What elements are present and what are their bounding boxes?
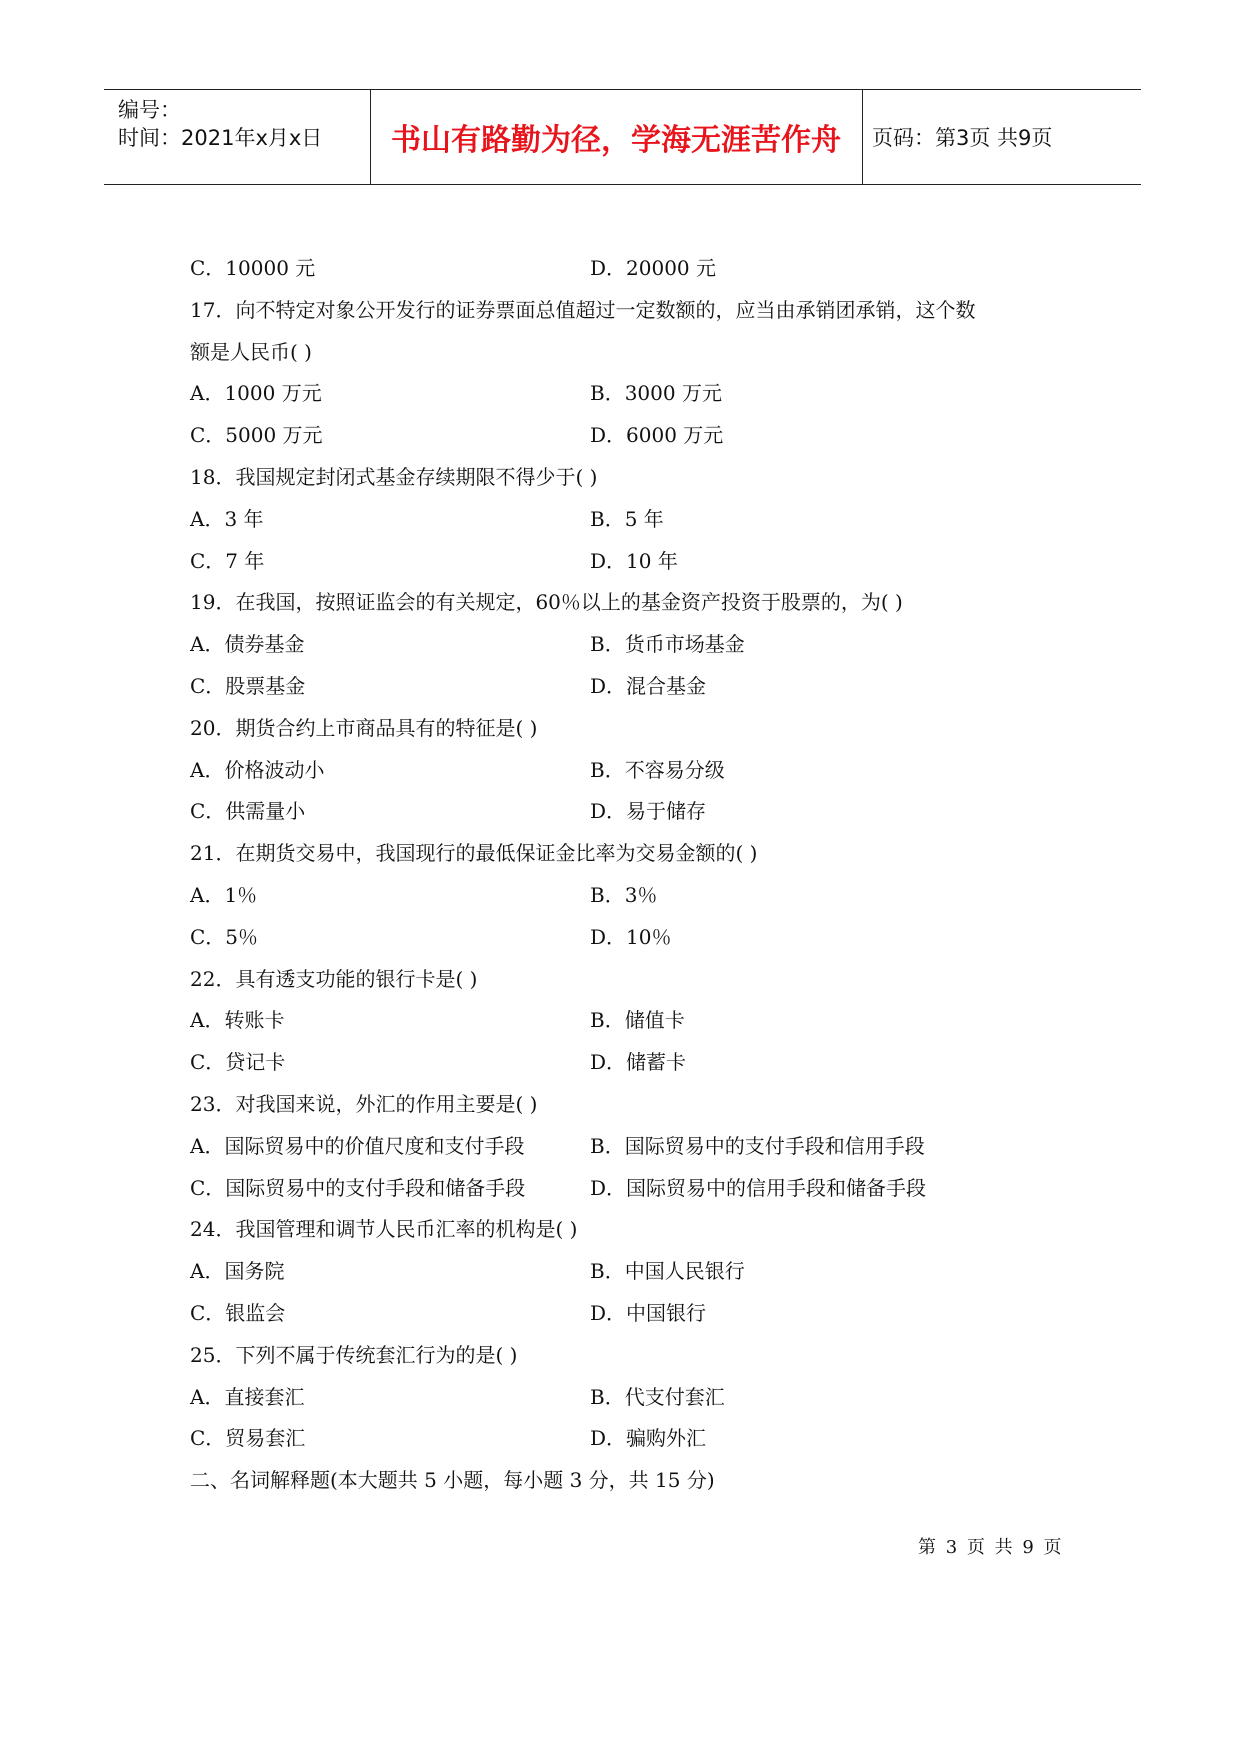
option-row [190, 1293, 1070, 1335]
option-left: C．10000 元 [190, 256, 316, 280]
option-right: B．储值卡 [590, 1008, 685, 1033]
header-time-label: 时间：2021年x月x日 [118, 126, 323, 150]
question-text: 21．在期货交易中，我国现行的最低保证金比率为交易金额的( ) [190, 841, 758, 866]
option-row [190, 499, 1070, 541]
question-line [190, 332, 1070, 374]
option-left: A．转账卡 [190, 1008, 285, 1033]
option-right: B．不容易分级 [590, 757, 725, 782]
option-left: A．国务院 [190, 1259, 285, 1284]
option-row [190, 1418, 1070, 1460]
question-text: 22．具有透支功能的银行卡是( ) [190, 966, 478, 991]
header-motto: 书山有路勤为径，学海无涯苦作舟 [391, 123, 841, 158]
document-header [104, 89, 1141, 185]
option-row [190, 624, 1070, 666]
option-left: A．国际贸易中的价值尺度和支付手段 [190, 1133, 525, 1158]
question-line [190, 1460, 1070, 1502]
option-left: C．国际贸易中的支付手段和储备手段 [190, 1175, 526, 1200]
question-line [190, 582, 1070, 624]
option-left: C．7 年 [190, 548, 265, 573]
option-row [190, 791, 1070, 833]
question-text: 二、名词解释题(本大题共 5 小题，每小题 3 分，共 15 分) [190, 1468, 715, 1493]
option-row [190, 1168, 1070, 1210]
option-right: D．易于储存 [590, 799, 707, 824]
question-line [190, 1335, 1070, 1377]
option-left: A．1％ [190, 882, 258, 907]
option-right: B．货币市场基金 [590, 632, 745, 657]
option-right: D．国际贸易中的信用手段和储备手段 [590, 1175, 927, 1200]
header-page-info: 页码：第3页 共9页 [872, 126, 1053, 150]
option-row [190, 1377, 1070, 1419]
option-row [190, 541, 1070, 583]
option-right: D．储蓄卡 [590, 1050, 687, 1075]
option-row [190, 415, 1070, 457]
question-line [190, 1084, 1070, 1126]
option-right: D．10％ [590, 924, 672, 949]
question-line [190, 290, 1070, 332]
option-row [190, 1251, 1070, 1293]
option-left: A．债券基金 [190, 632, 305, 657]
option-left: C．5％ [190, 924, 259, 949]
question-line [190, 1209, 1070, 1251]
question-content [190, 248, 1070, 1502]
question-text: 18．我国规定封闭式基金存续期限不得少于( ) [190, 464, 598, 489]
option-row [190, 373, 1070, 415]
page-footer: 第 3 页 共 9 页 [918, 1537, 1064, 1558]
question-line [190, 708, 1070, 750]
option-left: C．股票基金 [190, 673, 306, 698]
option-right: D．6000 万元 [590, 423, 724, 448]
option-right: B．代支付套汇 [590, 1384, 725, 1409]
question-text: 24．我国管理和调节人民币汇率的机构是( ) [190, 1217, 578, 1242]
option-right: D．混合基金 [590, 673, 707, 698]
option-right: D．10 年 [590, 548, 678, 573]
option-left: C．5000 万元 [190, 423, 323, 448]
question-text: 20．期货合约上市商品具有的特征是( ) [190, 715, 538, 740]
option-right: B．3000 万元 [590, 381, 722, 406]
option-row [190, 1042, 1070, 1084]
header-divider-right [862, 90, 863, 184]
option-left: A．直接套汇 [190, 1384, 305, 1409]
option-row [190, 750, 1070, 792]
question-text: 19．在我国，按照证监会的有关规定，60％以上的基金资产投资于股票的，为( ) [190, 590, 903, 615]
option-row [190, 1000, 1070, 1042]
question-line [190, 959, 1070, 1001]
option-left: C．贷记卡 [190, 1050, 286, 1075]
question-line [190, 457, 1070, 499]
option-row [190, 666, 1070, 708]
option-left: C．供需量小 [190, 799, 306, 824]
option-row [190, 1126, 1070, 1168]
option-right: D．20000 元 [590, 256, 717, 280]
option-left: C．贸易套汇 [190, 1426, 306, 1451]
option-right: D．中国银行 [590, 1300, 707, 1325]
option-right: B．5 年 [590, 506, 664, 531]
option-row [190, 248, 1070, 290]
option-row [190, 917, 1070, 959]
question-text: 17．向不特定对象公开发行的证券票面总值超过一定数额的，应当由承销团承销，这个数 [190, 297, 976, 322]
option-left: A．价格波动小 [190, 757, 325, 782]
question-text: 25．下列不属于传统套汇行为的是( ) [190, 1342, 518, 1367]
header-meta [118, 90, 370, 184]
option-left: A．1000 万元 [190, 381, 322, 406]
option-left: C．银监会 [190, 1300, 286, 1325]
option-row [190, 875, 1070, 917]
question-text: 额是人民币( ) [190, 339, 312, 364]
question-text: 23．对我国来说，外汇的作用主要是( ) [190, 1091, 538, 1116]
question-line [190, 833, 1070, 875]
option-right: B．3％ [590, 882, 658, 907]
option-right: B．国际贸易中的支付手段和信用手段 [590, 1133, 925, 1158]
header-number-label: 编号： [118, 98, 181, 122]
option-right: D．骗购外汇 [590, 1426, 707, 1451]
option-right: B．中国人民银行 [590, 1259, 745, 1284]
option-left: A．3 年 [190, 506, 264, 531]
